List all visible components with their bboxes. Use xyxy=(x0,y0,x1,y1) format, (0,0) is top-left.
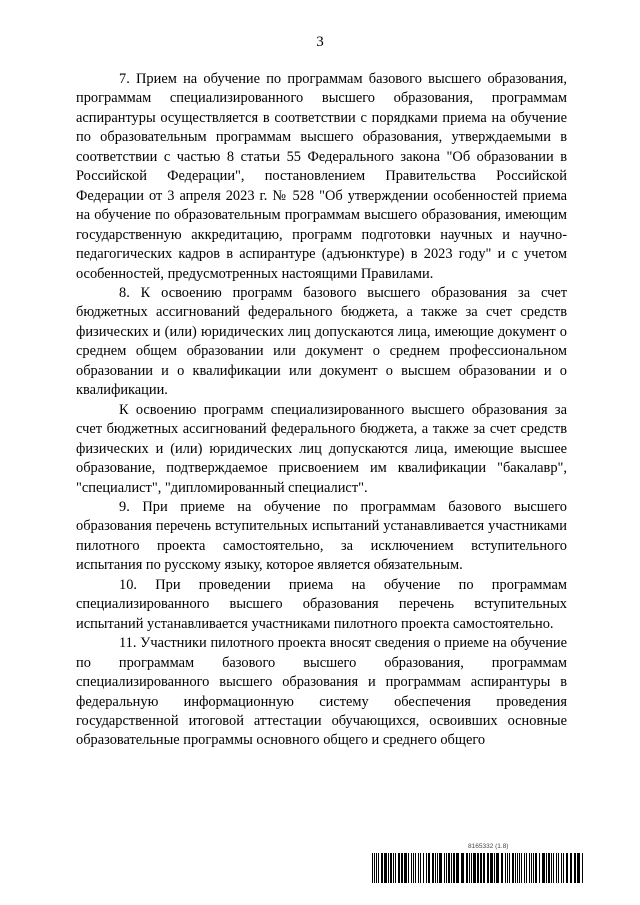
paragraph-9: 9. При приеме на обучение по программам базового высшего образования перечень вступительных испытаний устанавливается участниками пилотного проекта самостоятельно, за исключением вступительного испытания по русскому языку, которое является обязательным. xyxy=(76,498,567,574)
paragraph-8-continued: К освоению программ специализированного высшего образования за счет бюджетных ассигнований федерального бюджета, а также за счет средств физических и (или) юридических лиц допускаются лица, имеющие высшее образование, подтверждаемое присвоением им квалификации "бакалавр", "специалист", "дипломированный специалист". xyxy=(76,401,567,496)
paragraph-11: 11. Участники пилотного проекта вносят сведения о приеме на обучение по программам базового высшего образования, программам специализированного высшего образования и программам аспирантуры в федеральную информационную систему обеспечения проведения государственной итоговой аттестации обучающихся, освоивших основные образовательные программы основного общего и среднего общего xyxy=(76,635,567,749)
page-number: 3 xyxy=(316,34,324,50)
paragraph-8: 8. К освоению программ базового высшего образования за счет бюджетных ассигнований федерального бюджета, а также за счет средств физических и (или) юридических лиц допускаются лица, имеющие документ о среднем общем образовании или документ о среднем профессиональном образовании и о квалификации или документ о высшем образовании и о квалификации. xyxy=(76,284,567,399)
document-body xyxy=(76,70,567,751)
paragraph-7: 7. Прием на обучение по программам базового высшего образования, программам специализированного высшего образования, программам аспирантуры осуществляется в соответствии с порядками приема на обучение по образовательным программам высшего образования, утверждаемыми в соответствии с частью 8 статьи 55 Федерального закона "Об образовании в Российской Федерации", постановлением Правительства Российской Федерации от 3 апреля 2023 г. № 528 "Об утверждении особенностей приема на обучение по образовательным программам высшего образования, имеющим государственную аккредитацию, программ подготовки научных и научно-педагогических кадров в аспирантуре (адъюнктуре) в 2023 году" и с учетом особенностей, предусмотренных настоящими Правилами. xyxy=(76,71,567,282)
paragraph-10: 10. При проведении приема на обучение по программам специализированного высшего образования перечень вступительных испытаний устанавливается участниками пилотного проекта самостоятельно. xyxy=(76,576,567,632)
document-code: 8165332 (1.8) xyxy=(468,843,509,850)
barcode-image xyxy=(372,853,587,883)
